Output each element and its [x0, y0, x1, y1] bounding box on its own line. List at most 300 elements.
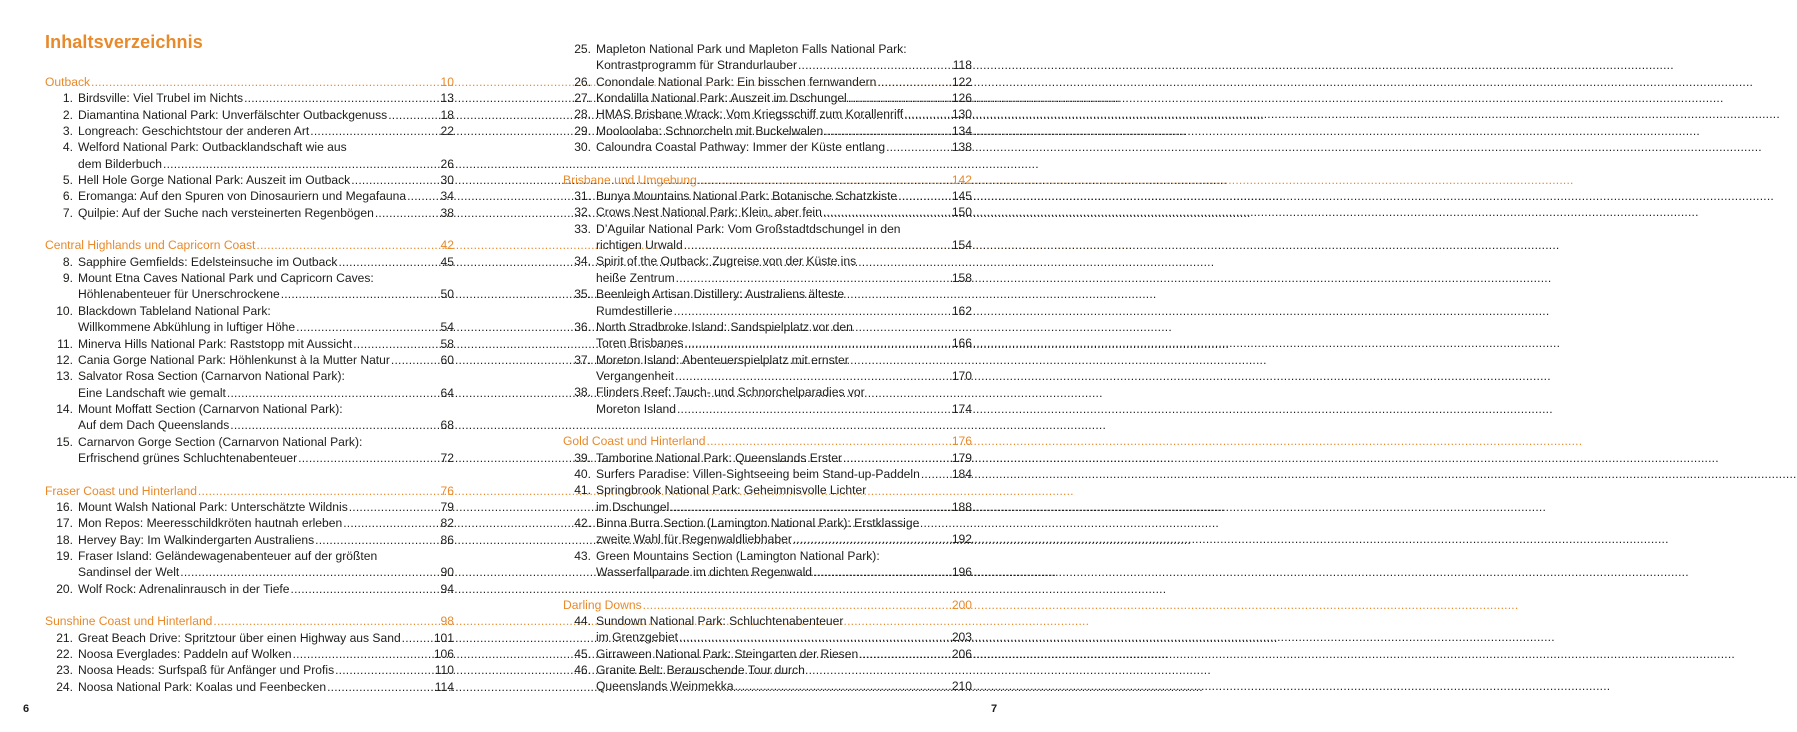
entry-title-text: im Dschungel	[596, 499, 670, 514]
page-number-right: 7	[991, 703, 998, 715]
toc-entry	[563, 253, 972, 286]
entry-title-text: Eine Landschaft wie gemalt	[78, 385, 226, 400]
dot-leader	[824, 123, 951, 139]
section-page-number: 76	[440, 483, 454, 498]
entry-page-number: 174	[951, 401, 972, 416]
entry-body	[78, 336, 454, 352]
entry-number: 6.	[62, 189, 73, 204]
dot-leader	[310, 123, 439, 139]
entry-title-line: Salvator Rosa Section (Carnarvon National Park):	[78, 369, 345, 384]
entry-page-number: 196	[951, 565, 972, 579]
entry-body	[78, 270, 454, 303]
entry-title-text: Sapphire Gemfields: Edelsteinsuche im Outback	[78, 254, 338, 269]
entry-title-text: Vergangenheit	[596, 368, 675, 383]
entry-body	[596, 253, 972, 286]
section-page-number: 200	[951, 597, 972, 612]
section-page-number: 176	[951, 434, 972, 449]
entry-title-line-last	[596, 237, 972, 253]
entry-title-line-last	[596, 531, 972, 547]
entry-title-text: Kondalilla National Park: Auszeit im Dschungel	[596, 91, 847, 106]
entry-body	[596, 646, 972, 662]
entry-page-number: 82	[440, 516, 454, 531]
toc-section	[563, 433, 972, 580]
entry-page-number: 110	[434, 663, 454, 678]
entry-number: 45.	[574, 646, 591, 661]
entry-page-number: 38	[440, 205, 454, 220]
entry-number: 26.	[574, 74, 591, 89]
entry-title-line: Beenleigh Artisan Distillery: Australiens älteste	[596, 287, 845, 302]
entry-body	[596, 123, 972, 139]
section-title: Outback	[45, 75, 91, 89]
entry-number: 22.	[56, 647, 73, 662]
entry-body	[78, 499, 454, 515]
entry-body	[596, 613, 972, 646]
entry-title-text: Mooloolaba: Schnorcheln mit Buckelwalen	[596, 123, 824, 138]
entry-page-number: 13	[440, 91, 454, 106]
entry-title-line: Welford National Park: Outbacklandschaft wie aus	[78, 140, 347, 155]
section-page-number: 142	[951, 172, 972, 187]
entry-page-number: 64	[440, 385, 454, 400]
entry-number: 32.	[574, 205, 591, 220]
toc-column-left	[45, 74, 454, 711]
section-heading	[45, 613, 454, 629]
entry-title-line-last	[596, 204, 972, 220]
dot-leader	[793, 531, 951, 547]
toc-entry	[45, 368, 454, 401]
toc-entry	[45, 336, 454, 352]
entry-page-number: 86	[440, 532, 454, 547]
entry-page-number: 18	[440, 107, 454, 122]
entry-title-text: Erfrischend grünes Schluchtenabenteuer	[78, 450, 298, 465]
entry-page-number: 130	[951, 107, 972, 122]
entry-title-line: Sundown National Park: Schluchtenabenteuer	[596, 614, 844, 629]
entry-title-text: Queenslands Weinmekka	[596, 679, 734, 694]
dot-leader	[684, 335, 950, 351]
entry-body	[78, 679, 454, 695]
entry-title-text: Great Beach Drive: Spritztour über einen Highway aus Sand	[78, 630, 401, 645]
entry-title-line-last	[596, 368, 972, 384]
entry-body	[596, 384, 972, 417]
entry-title-line-last	[596, 57, 972, 73]
entry-title-text: Wasserfallparade im dichten Regenwald	[596, 565, 813, 579]
entry-number: 20.	[56, 581, 73, 596]
toc-entry	[563, 548, 972, 581]
dot-leader	[230, 417, 439, 433]
toc-entry	[45, 548, 454, 581]
entry-title-line-last	[596, 74, 972, 90]
entry-body	[596, 482, 972, 515]
entry-title-line: Granite Belt: Berauschende Tour durch	[596, 663, 805, 678]
toc-entry	[563, 90, 972, 106]
entry-title-text: Surfers Paradise: Villen-Sightseeing beim Stand-up-Paddeln	[596, 466, 920, 481]
entry-title-line: Springbrook National Park: Geheimnisvolle Lichter	[596, 483, 867, 498]
entry-title-text: Hell Hole Gorge National Park: Auszeit im Outback	[78, 173, 351, 188]
dot-leader	[351, 172, 439, 188]
entry-number: 16.	[56, 499, 73, 514]
toc-entry	[45, 515, 454, 531]
entry-title-text: Cania Gorge National Park: Höhlenkunst à la Mutter Natur	[78, 352, 390, 367]
entry-title-text: Wolf Rock: Adrenalinrausch in der Tiefe	[78, 581, 290, 596]
entry-number: 18.	[56, 532, 73, 547]
entry-title-line-last	[596, 90, 972, 106]
dot-leader	[859, 646, 951, 662]
entry-number: 10.	[56, 303, 73, 318]
entry-title-line-last	[596, 188, 972, 204]
dot-leader	[335, 662, 434, 678]
toc-section	[563, 597, 972, 695]
section-page-number: 98	[440, 614, 454, 629]
entry-title-text: Bunya Mountains National Park: Botanische Schatzkiste	[596, 189, 898, 204]
entry-body	[78, 188, 454, 204]
entry-number: 38.	[574, 385, 591, 400]
entry-number: 41.	[574, 483, 591, 498]
toc-entry	[45, 303, 454, 336]
dot-leader	[886, 139, 951, 155]
entry-title-line-last	[596, 139, 972, 155]
entry-title-text: Höhlenabenteuer für Unerschrockene	[78, 287, 280, 302]
entry-title-text: Diamantina National Park: Unverfälschter Outbackgenuss	[78, 107, 388, 122]
entry-page-number: 106	[433, 647, 454, 662]
entry-title-text: Girraween National Park: Steingarten der Riesen	[596, 646, 859, 661]
toc-entry	[45, 188, 454, 204]
dot-leader	[674, 303, 951, 319]
toc-entry	[563, 613, 972, 646]
entry-page-number: 154	[951, 238, 972, 253]
entry-title-line-last	[78, 172, 454, 188]
entry-title-line: D’Aguilar National Park: Vom Großstadtdschungel in den	[596, 221, 901, 236]
section-heading	[45, 74, 454, 90]
page-number-left: 6	[23, 703, 30, 715]
entry-title-line: Flinders Reef: Tauch- und Schnorchelparadies vor	[596, 385, 865, 400]
entry-title-line: Moreton Island: Abenteuerspielplatz mit ernster	[596, 352, 849, 367]
entry-number: 13.	[56, 369, 73, 384]
dot-leader	[676, 270, 951, 286]
dot-leader	[315, 532, 439, 548]
entry-title-line-last	[596, 401, 972, 417]
dot-leader	[813, 564, 951, 580]
entry-title-line-last	[78, 515, 454, 531]
entry-title-line-last	[78, 156, 454, 172]
entry-body	[78, 662, 454, 678]
entry-page-number: 45	[440, 254, 454, 269]
entry-title-line-last	[78, 352, 454, 368]
entry-page-number: 192	[951, 532, 972, 547]
dot-leader	[375, 205, 440, 221]
dot-leader	[798, 57, 952, 73]
toc-section	[45, 237, 454, 466]
entry-number: 5.	[62, 173, 73, 188]
entry-title-line-last	[78, 450, 454, 466]
toc-entry	[45, 499, 454, 515]
entry-page-number: 203	[951, 630, 972, 645]
entry-body	[596, 515, 972, 548]
toc-entry	[45, 581, 454, 597]
entry-page-number: 166	[951, 336, 972, 351]
entry-title-text: Minerva Hills National Park: Raststopp mit Aussicht	[78, 336, 353, 351]
entry-body	[78, 172, 454, 188]
toc-entry	[563, 139, 972, 155]
entry-title-text: Quilpie: Auf der Suche nach versteinerten Regenbögen	[78, 205, 374, 220]
entry-page-number: 162	[951, 303, 972, 318]
entry-title-line-last	[78, 417, 454, 433]
entry-number: 44.	[574, 614, 591, 629]
entry-title-line-last	[78, 123, 454, 139]
entry-number: 29.	[574, 123, 591, 138]
entry-body	[596, 74, 972, 90]
entry-title-text: Tamborine National Park: Queenslands Erster	[596, 450, 843, 465]
entry-page-number: 101	[433, 630, 454, 645]
entry-title-line-last	[78, 630, 454, 646]
entry-number: 28.	[574, 107, 591, 122]
entry-number: 9.	[62, 271, 73, 286]
toc-entry	[45, 123, 454, 139]
entry-page-number: 58	[440, 336, 454, 351]
entry-title-text: Rumdestillerie	[596, 303, 673, 318]
entry-title-line: Fraser Island: Geländewagenabenteuer auf der größten	[78, 548, 378, 563]
dot-leader	[848, 90, 951, 106]
entry-title-text: zweite Wahl für Regenwaldliebhaber	[596, 532, 792, 547]
entry-page-number: 68	[440, 418, 454, 433]
entry-number: 33.	[574, 221, 591, 236]
toc-entry	[45, 254, 454, 270]
section-title: Gold Coast und Hinterland	[563, 434, 706, 449]
entry-number: 30.	[574, 140, 591, 155]
entry-title-line-last	[78, 646, 454, 662]
toc-section	[45, 74, 454, 221]
toc-entry	[563, 286, 972, 319]
toc-entry	[563, 466, 972, 482]
section-title: Fraser Coast und Hinterland	[45, 483, 197, 498]
toc-entry	[45, 205, 454, 221]
toc-entry	[563, 482, 972, 515]
dot-leader	[180, 564, 439, 580]
entry-title-text: Noosa Heads: Surfspaß für Anfänger und Profis	[78, 663, 335, 678]
entry-body	[78, 532, 454, 548]
entry-title-text: im Grenzgebiet	[596, 630, 679, 645]
entry-title-text: heiße Zentrum	[596, 270, 675, 285]
entry-page-number: 158	[951, 270, 972, 285]
toc-entry	[45, 90, 454, 106]
entry-title-text: Moreton Island	[596, 401, 676, 416]
entry-number: 34.	[574, 254, 591, 269]
entry-title-line-last	[596, 466, 972, 482]
dot-leader	[91, 74, 440, 90]
section-heading	[45, 483, 454, 499]
entry-title-line: Binna Burra Section (Lamington National Park): Erstklassige	[596, 515, 920, 530]
entry-body	[78, 303, 454, 336]
entry-title-text: Longreach: Geschichtstour der anderen Art	[78, 124, 310, 139]
toc-entry	[563, 74, 972, 90]
entry-body	[596, 548, 972, 581]
entry-title-text: Auf dem Dach Queenslands	[78, 418, 230, 433]
dot-leader	[735, 678, 951, 694]
entry-title-line: Mount Etna Caves National Park und Capricorn Caves:	[78, 271, 374, 286]
section-title: Sunshine Coast und Hinterland	[45, 614, 213, 629]
toc-entry	[45, 532, 454, 548]
entry-page-number: 138	[951, 140, 972, 155]
entry-number: 27.	[574, 91, 591, 106]
entry-number: 2.	[62, 107, 73, 122]
dot-leader	[675, 368, 951, 384]
entry-title-line-last	[596, 564, 972, 580]
toc-entry	[563, 384, 972, 417]
entry-title-line: Carnarvon Gorge Section (Carnarvon National Park):	[78, 434, 363, 449]
entry-number: 42.	[574, 515, 591, 530]
entry-number: 17.	[56, 516, 73, 531]
toc-entry	[45, 662, 454, 678]
entry-title-text: richtigen Urwald	[596, 238, 683, 253]
toc-entry	[563, 221, 972, 254]
entry-page-number: 60	[440, 352, 454, 367]
entry-title-line-last	[596, 629, 972, 645]
entry-page-number: 22	[440, 124, 454, 139]
section-heading	[563, 172, 972, 188]
entry-page-number: 150	[951, 205, 972, 220]
entry-title-text: dem Bilderbuch	[78, 156, 163, 171]
section-heading	[563, 597, 972, 613]
toc-entry	[563, 319, 972, 352]
entry-title-line-last	[78, 581, 454, 597]
entry-body	[596, 286, 972, 319]
entry-title-line-last	[78, 679, 454, 695]
entry-body	[78, 352, 454, 368]
dot-leader	[388, 107, 439, 123]
toc-entry	[45, 352, 454, 368]
entry-page-number: 94	[440, 581, 454, 596]
section-title: Brisbane und Umgebung	[563, 172, 697, 187]
toc-entry	[45, 139, 454, 172]
entry-body	[78, 205, 454, 221]
entry-page-number: 145	[951, 189, 972, 204]
toc-entry	[45, 270, 454, 303]
dot-leader	[256, 237, 439, 253]
dot-leader	[213, 613, 439, 629]
entry-title-text: Mon Repos: Meeresschildkröten hautnah erleben	[78, 516, 343, 531]
dot-leader	[684, 237, 951, 253]
dot-leader	[698, 172, 951, 188]
entry-body	[78, 548, 454, 581]
entry-page-number: 118	[952, 58, 972, 73]
entry-title-line-last	[596, 678, 972, 694]
entry-title-text: Hervey Bay: Im Walkindergarten Australiens	[78, 532, 315, 547]
entry-body	[78, 646, 454, 662]
entry-title-text: Noosa National Park: Koalas und Feenbecken	[78, 679, 327, 694]
toc-entry	[45, 646, 454, 662]
entry-page-number: 90	[440, 565, 454, 580]
toc-section	[563, 172, 972, 417]
toc-entry	[45, 630, 454, 646]
dot-leader	[291, 581, 440, 597]
entry-title-text: Noosa Everglades: Paddeln auf Wolken	[78, 647, 292, 662]
toc-section	[45, 613, 454, 695]
entry-number: 19.	[56, 548, 73, 563]
entry-title-line-last	[596, 646, 972, 662]
entry-page-number: 188	[951, 499, 972, 514]
dot-leader	[338, 254, 439, 270]
dot-leader	[298, 450, 439, 466]
entry-body	[78, 90, 454, 106]
entry-title-text: Sandinsel der Welt	[78, 565, 180, 580]
toc-entry	[45, 172, 454, 188]
entry-title-line-last	[78, 90, 454, 106]
entry-title-text: Caloundra Coastal Pathway: Immer der Küste entlang	[596, 140, 886, 155]
dot-leader	[391, 352, 440, 368]
toc-entry	[563, 106, 972, 122]
section-title: Central Highlands und Capricorn Coast	[45, 238, 256, 253]
toc-entry	[563, 450, 972, 466]
toc-entry	[563, 515, 972, 548]
entry-number: 46.	[574, 663, 591, 678]
dot-leader	[877, 74, 950, 90]
dot-leader	[198, 483, 440, 499]
entry-page-number: 50	[440, 287, 454, 302]
entry-title-line: Mapleton National Park und Mapleton Falls National Park:	[596, 42, 907, 56]
entry-body	[596, 319, 972, 352]
entry-title-text: HMAS Brisbane Wrack: Vom Kriegsschiff zum Korallenriff	[596, 107, 904, 122]
entry-number: 7.	[62, 205, 73, 220]
section-heading	[563, 433, 972, 449]
entry-page-number: 126	[951, 91, 972, 106]
entry-title-text: Kontrastprogramm für Strandurlauber	[596, 58, 797, 73]
entry-title-line: Mount Moffatt Section (Carnarvon National Park):	[78, 401, 343, 416]
dot-leader	[227, 385, 440, 401]
dot-leader	[402, 630, 433, 646]
entry-title-line-last	[596, 450, 972, 466]
entry-body	[596, 662, 972, 695]
entry-title-line-last	[78, 385, 454, 401]
entry-title-text: Crows Nest National Park: Klein, aber fein	[596, 205, 822, 220]
dot-leader	[679, 629, 951, 645]
entry-title-text: Mount Walsh National Park: Unterschätzte Wildnis	[78, 499, 348, 514]
entry-body	[596, 139, 972, 155]
right-page	[510, 0, 1020, 732]
toc-entry	[563, 123, 972, 139]
entry-page-number: 34	[440, 189, 454, 204]
toc-section	[45, 483, 454, 597]
entry-title-line-last	[596, 106, 972, 122]
entry-body	[78, 515, 454, 531]
left-page	[0, 0, 510, 732]
dot-leader	[921, 466, 951, 482]
entry-title-text: Willkommene Abkühlung in luftiger Höhe	[78, 320, 296, 335]
dot-leader	[677, 401, 951, 417]
entry-number: 8.	[62, 254, 73, 269]
entry-title-text: Toren Brisbanes	[596, 336, 684, 351]
entry-body	[78, 139, 454, 172]
dot-leader	[823, 204, 951, 220]
entry-body	[78, 581, 454, 597]
entry-number: 36.	[574, 319, 591, 334]
entry-title-line-last	[78, 662, 454, 678]
toc-entry	[45, 401, 454, 434]
entry-title-line-last	[596, 335, 972, 351]
entry-page-number: 114	[434, 679, 454, 694]
entry-page-number: 26	[440, 156, 454, 171]
entry-body	[596, 466, 972, 482]
entry-body	[596, 90, 972, 106]
entry-number: 4.	[62, 140, 73, 155]
toc-entry	[563, 662, 972, 695]
entry-title-line-last	[78, 499, 454, 515]
entry-body	[78, 630, 454, 646]
entry-number: 31.	[574, 189, 591, 204]
entry-page-number: 210	[951, 679, 972, 694]
toc-title: Inhaltsverzeichnis	[45, 32, 203, 52]
entry-number: 1.	[62, 91, 73, 106]
toc-entry	[563, 352, 972, 385]
entry-number: 37.	[574, 352, 591, 367]
entry-page-number: 122	[951, 74, 972, 89]
